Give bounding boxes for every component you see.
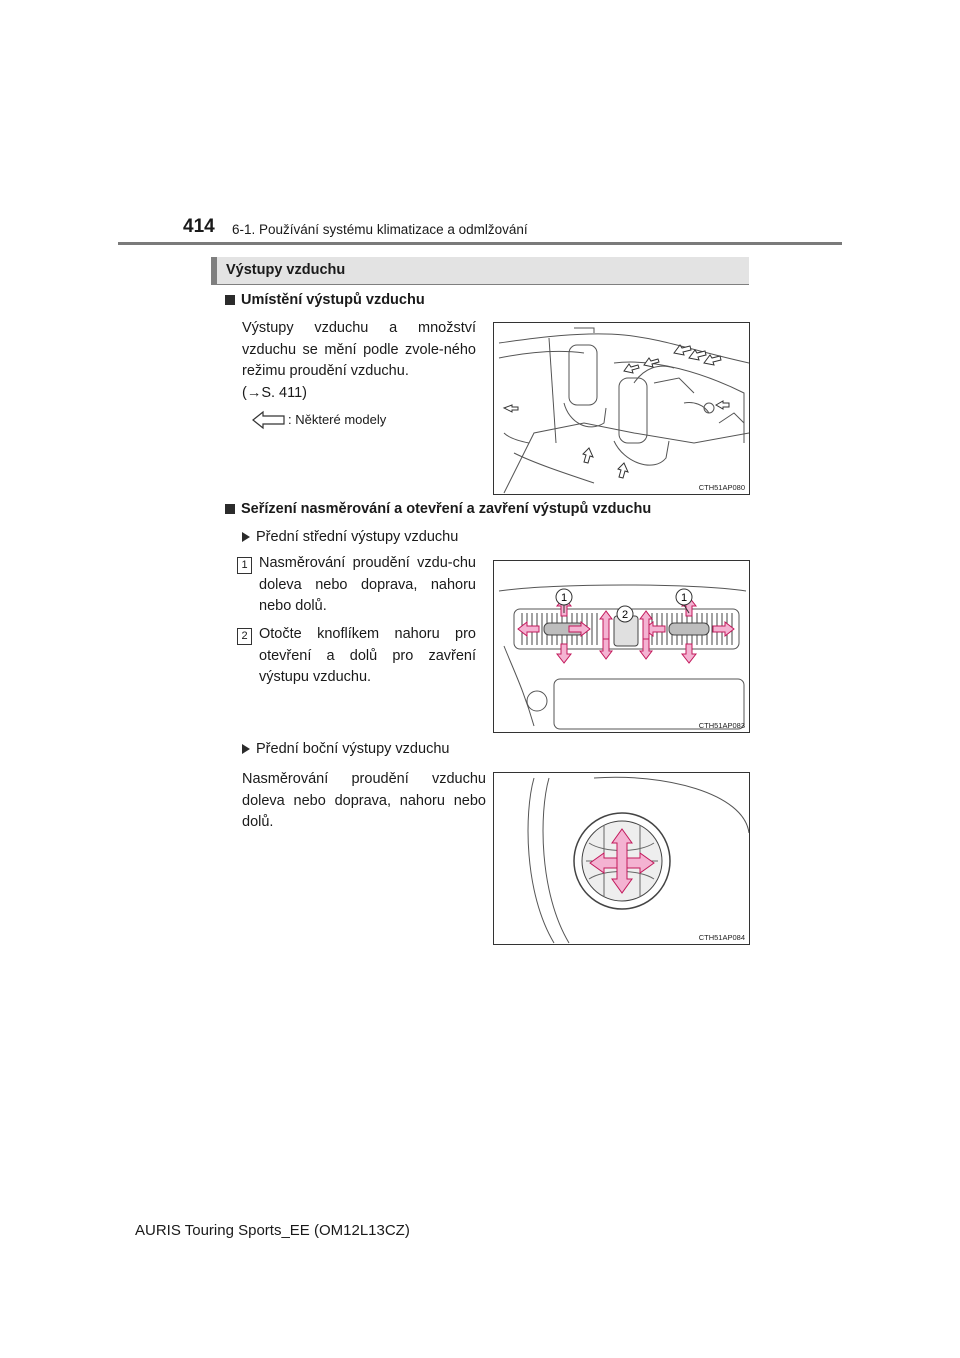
- section-underline: [211, 284, 749, 285]
- center-title-text: Přední střední výstupy vzduchu: [256, 529, 459, 545]
- callout-1-left: 1: [560, 592, 568, 604]
- triangle-bullet-icon: [242, 532, 250, 542]
- interior-figure: [493, 322, 750, 495]
- center-title: [242, 527, 458, 549]
- figure-code: CTH51AP084: [698, 933, 745, 942]
- page-number: 414: [183, 216, 215, 237]
- side-vent-figure: [493, 772, 750, 945]
- side-title: [242, 739, 449, 761]
- adjust-heading: [225, 501, 651, 517]
- triangle-bullet-icon: [242, 744, 250, 754]
- figure-code: CTH51AP080: [698, 483, 745, 492]
- section-title: Výstupy vzduchu: [226, 262, 346, 278]
- header-rule: [118, 242, 842, 245]
- location-text: Výstupy vzduchu a množství vzduchu se mění podle zvole-ného režimu proudění vzduchu.: [242, 320, 476, 379]
- section-title-bar: [211, 257, 749, 285]
- step-number-1: 1: [237, 557, 252, 574]
- step-2-text: Otočte knoflíkem nahoru pro otevření a dolů pro zavření výstupu vzduchu.: [259, 626, 476, 685]
- figure-code: CTH51AP083: [698, 721, 745, 730]
- outlet-arrow-icon: [251, 410, 287, 430]
- square-bullet-icon: [225, 295, 235, 305]
- location-ref: (→S. 411): [242, 385, 308, 401]
- location-heading-text: Umístění výstupů vzduchu: [241, 292, 425, 308]
- adjust-heading-text: Seřízení nasměrování a otevření a zavření výstupů vzduchu: [241, 501, 652, 517]
- callout-2: 2: [621, 609, 629, 621]
- step-number-2: 2: [237, 628, 252, 645]
- square-bullet-icon: [225, 504, 235, 514]
- step-1-text: Nasměrování proudění vzdu-chu doleva nebo doprava, nahoru nebo dolů.: [259, 555, 476, 614]
- side-text: Nasměrování proudění vzduchu doleva nebo doprava, nahoru nebo dolů.: [242, 771, 486, 830]
- side-title-text: Přední boční výstupy vzduchu: [256, 741, 450, 757]
- legend-text: : Některé modely: [288, 412, 387, 427]
- chapter-title: 6-1. Používání systému klimatizace a odmlžování: [232, 222, 528, 237]
- callout-1-right: 1: [680, 592, 688, 604]
- footer-text: AURIS Touring Sports_EE (OM12L13CZ): [135, 1222, 410, 1239]
- center-vents-figure: [493, 560, 750, 733]
- location-heading: [225, 292, 425, 308]
